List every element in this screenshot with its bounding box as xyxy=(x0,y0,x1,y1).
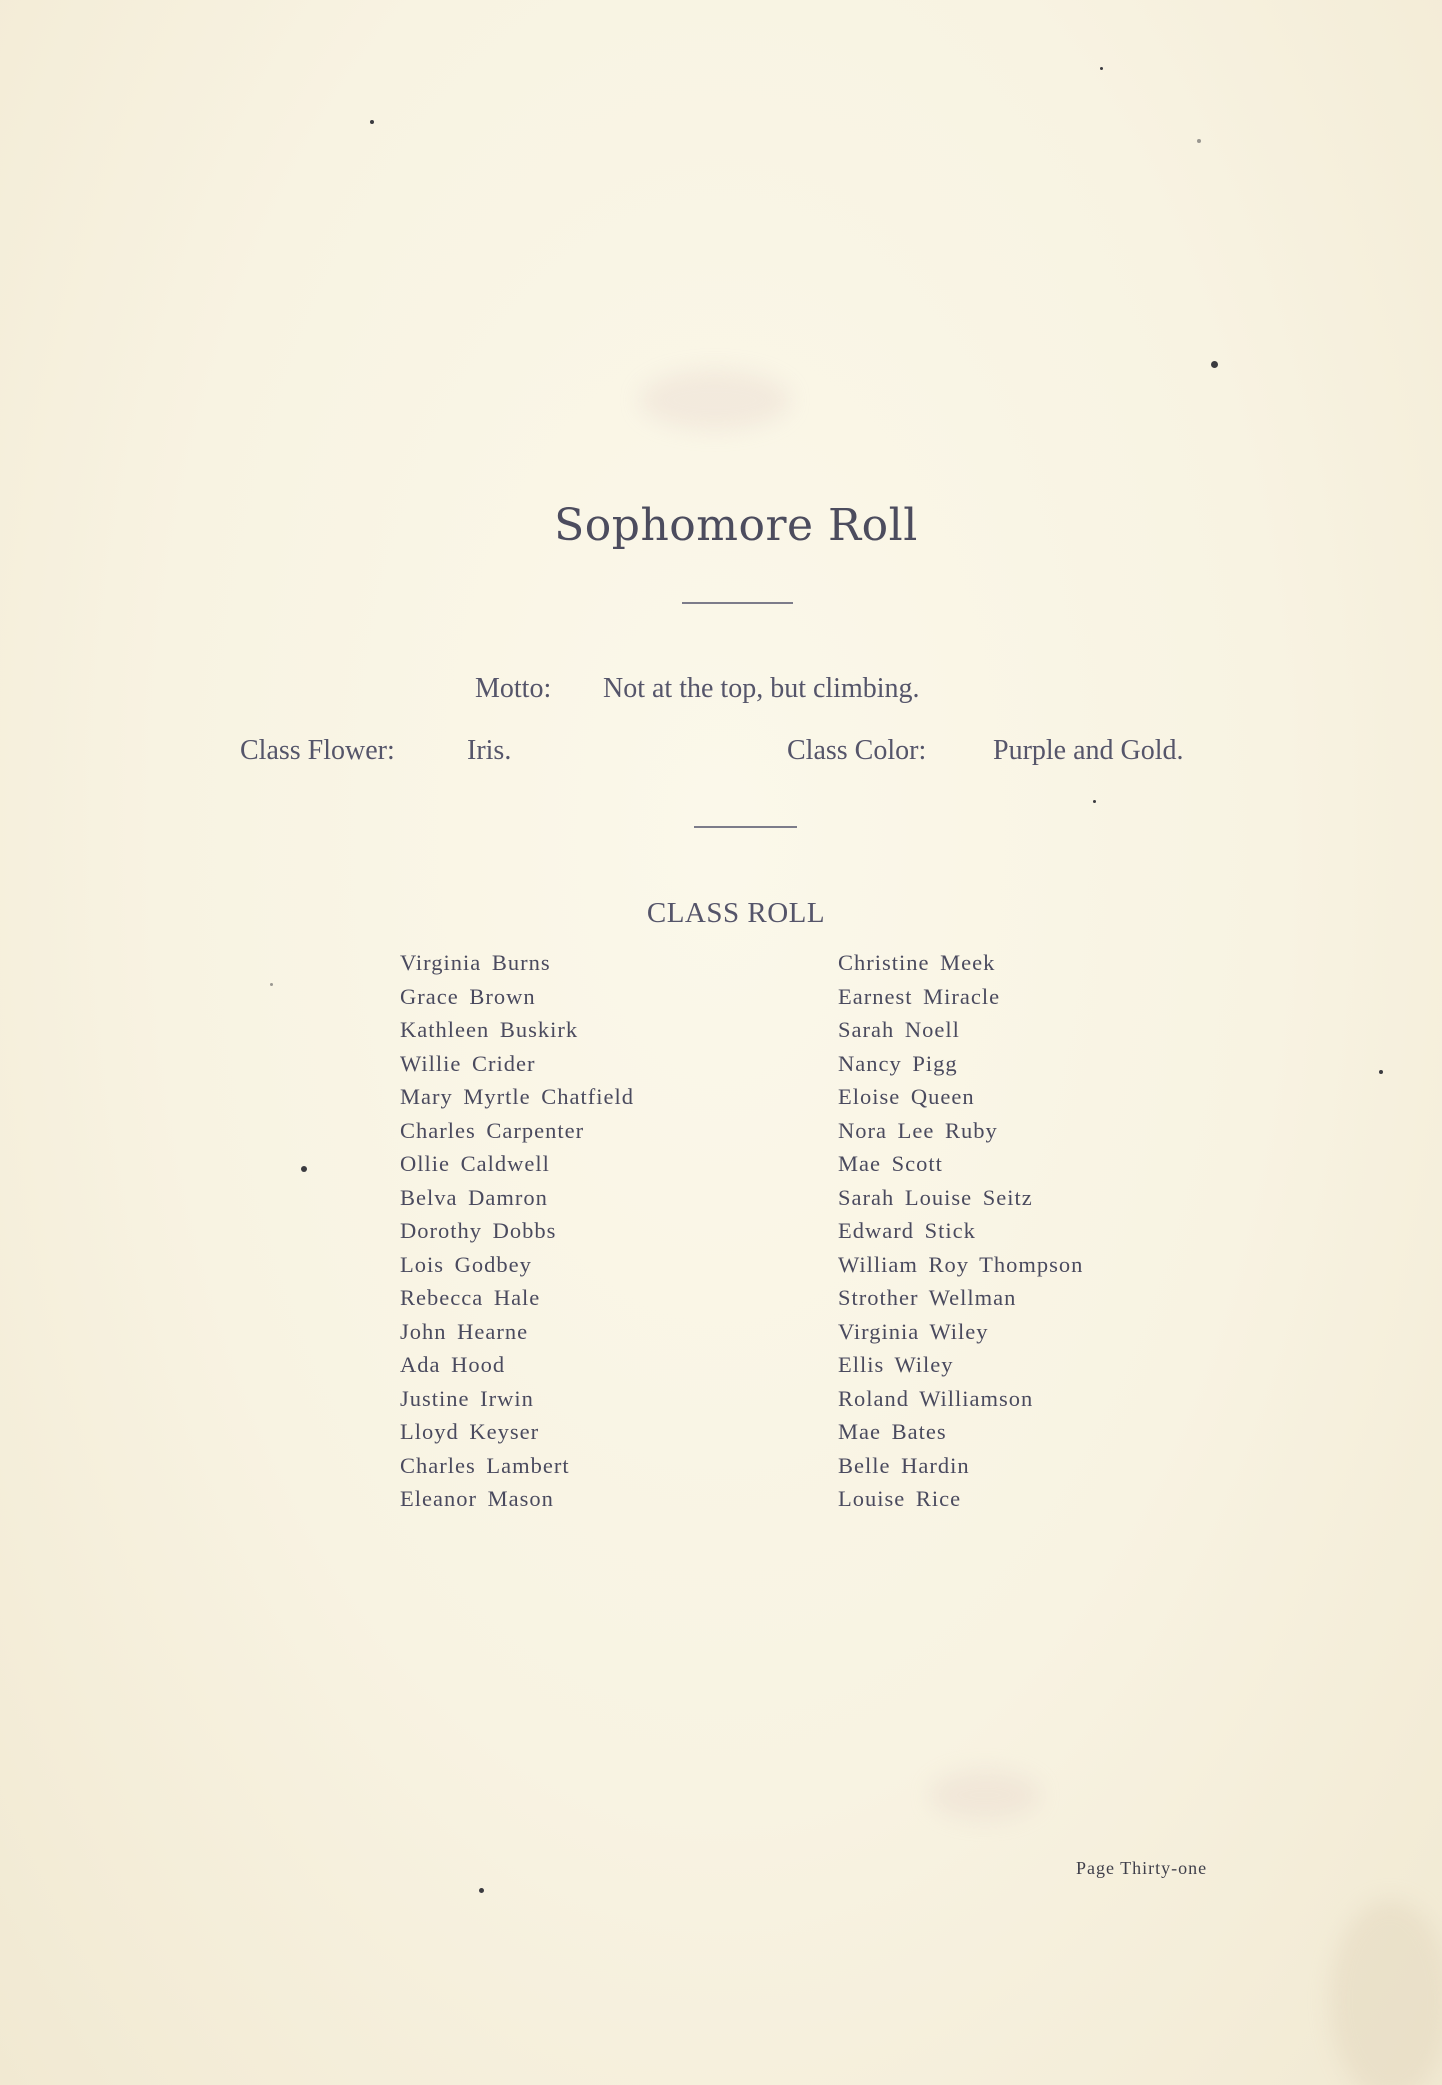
ink-speck xyxy=(479,1888,484,1893)
student-name: Ellis Wiley xyxy=(838,1352,954,1377)
student-name: Ollie Caldwell xyxy=(400,1151,550,1176)
student-name: Willie Crider xyxy=(400,1050,536,1076)
student-name: Edward Stick xyxy=(838,1218,976,1243)
student-name: Eleanor Mason xyxy=(400,1486,554,1511)
student-name: Belva Damron xyxy=(400,1184,548,1210)
student-name: Lois Godbey xyxy=(400,1251,532,1277)
student-name: Nora Lee Ruby xyxy=(838,1117,998,1143)
student-name: William Roy Thompson xyxy=(838,1251,1084,1277)
student-name: Christine Meek xyxy=(838,950,996,975)
student-name: Mary Myrtle Chatfield xyxy=(400,1084,634,1109)
student-name: Sarah Louise Seitz xyxy=(838,1184,1033,1210)
class-roll-right-column xyxy=(838,948,1083,1518)
title-divider xyxy=(682,602,793,604)
student-name: Roland Williamson xyxy=(838,1385,1034,1411)
class-roll-left-column xyxy=(400,948,634,1518)
ink-speck xyxy=(1197,139,1201,143)
student-name: Mae Bates xyxy=(838,1419,947,1444)
paper-stain xyxy=(640,370,790,430)
student-name: Rebecca Hale xyxy=(400,1285,541,1310)
student-name: Mae Scott xyxy=(838,1151,943,1176)
student-name: Virginia Wiley xyxy=(838,1318,989,1344)
student-name: Charles Carpenter xyxy=(400,1117,585,1143)
student-name: Charles Lambert xyxy=(400,1452,570,1478)
student-name: Earnest Miracle xyxy=(838,983,1001,1009)
paper-stain xyxy=(930,1770,1040,1820)
student-name: Strother Wellman xyxy=(838,1285,1017,1310)
student-name: Justine Irwin xyxy=(400,1385,534,1411)
motto-value: Not at the top, but climbing. xyxy=(603,673,920,704)
ink-speck xyxy=(1211,361,1218,368)
section-divider xyxy=(694,826,797,828)
student-name: Kathleen Buskirk xyxy=(400,1017,579,1042)
student-name: Eloise Queen xyxy=(838,1084,975,1109)
class-roll-heading: CLASS ROLL xyxy=(646,897,826,929)
student-name: Grace Brown xyxy=(400,983,536,1009)
student-name: Louise Rice xyxy=(838,1486,962,1511)
student-name: Ada Hood xyxy=(400,1352,506,1377)
page-number: Page Thirty-one xyxy=(1076,1858,1208,1878)
class-color-label: Class Color: xyxy=(787,735,927,766)
ink-speck xyxy=(301,1166,307,1172)
student-name: Dorothy Dobbs xyxy=(400,1218,557,1243)
student-name: Sarah Noell xyxy=(838,1017,960,1042)
student-name: Virginia Burns xyxy=(400,950,551,975)
class-color-value: Purple and Gold. xyxy=(993,735,1184,766)
paper-stain xyxy=(1330,1900,1442,2085)
page-title: Sophomore Roll xyxy=(554,500,918,551)
ink-speck xyxy=(1100,67,1103,70)
class-flower-value: Iris. xyxy=(467,735,512,766)
student-name: Belle Hardin xyxy=(838,1452,970,1478)
student-name: John Hearne xyxy=(400,1318,529,1344)
ink-speck xyxy=(1093,800,1096,803)
class-flower-label: Class Flower: xyxy=(240,735,395,766)
ink-speck xyxy=(370,120,374,124)
motto-label: Motto: xyxy=(475,673,552,704)
ink-speck xyxy=(270,983,273,986)
ink-speck xyxy=(1379,1070,1383,1074)
student-name: Nancy Pigg xyxy=(838,1050,958,1076)
student-name: Lloyd Keyser xyxy=(400,1419,540,1444)
